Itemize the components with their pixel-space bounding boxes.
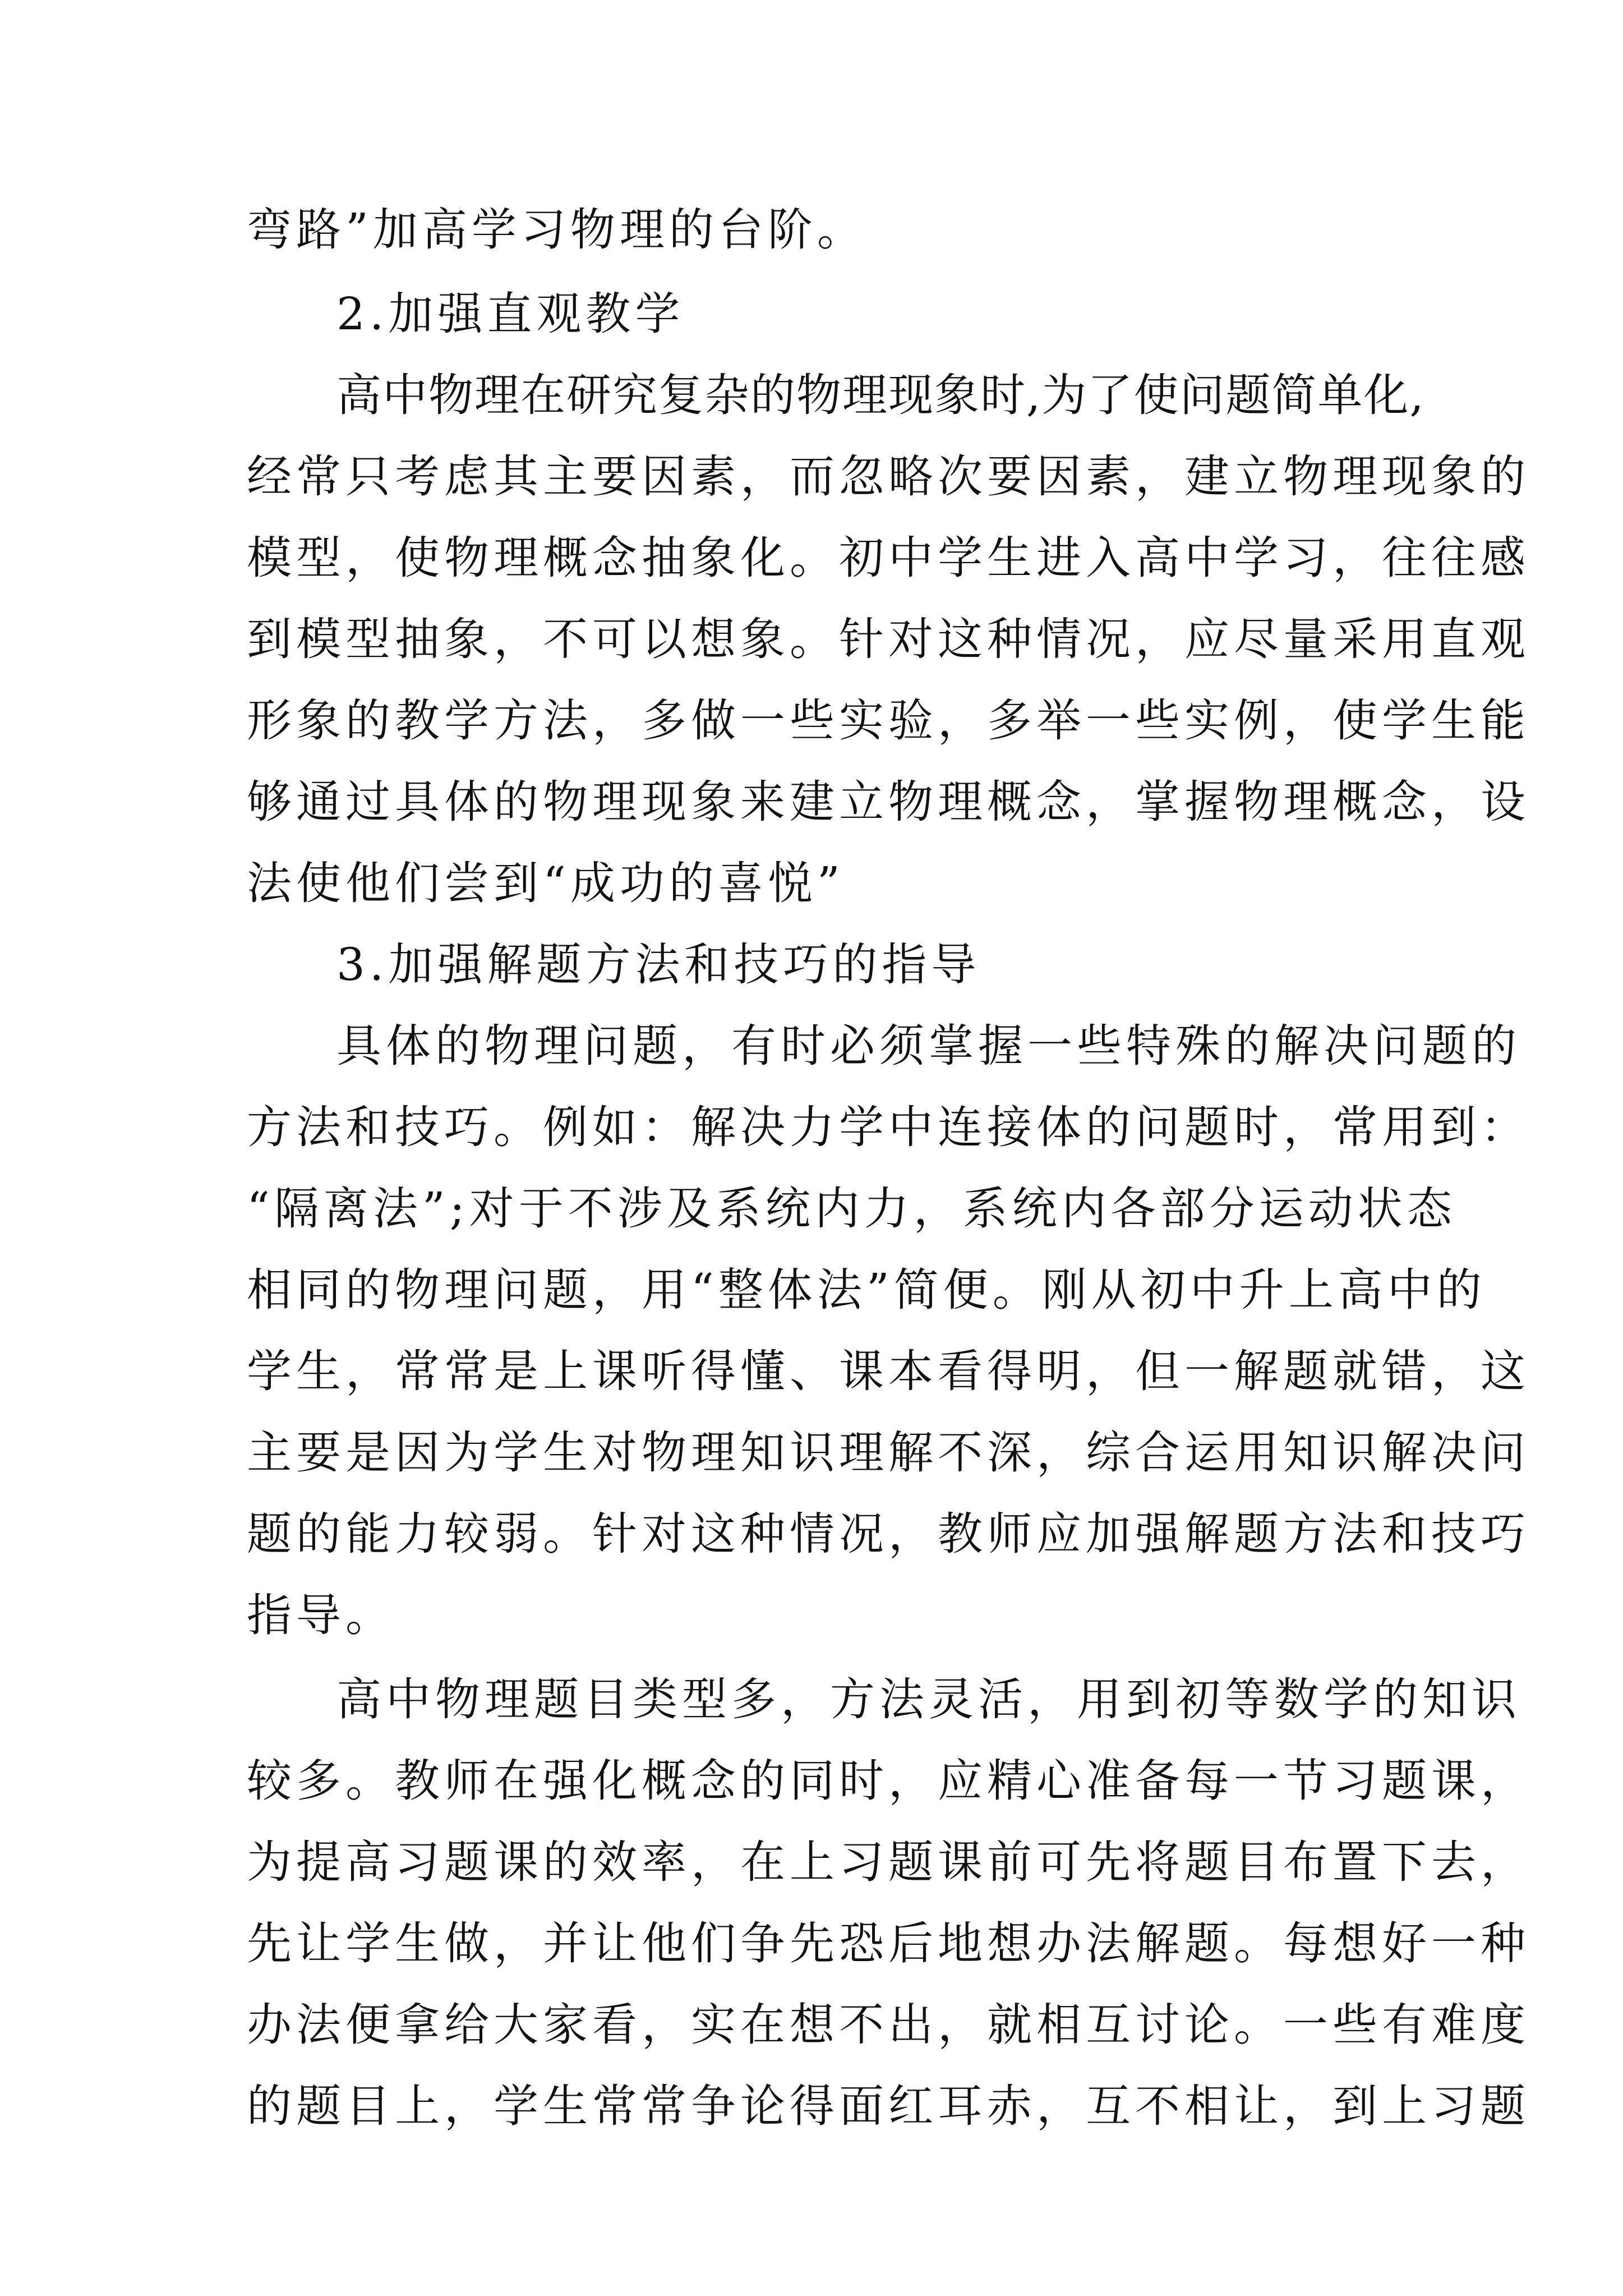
text-line: “隔离法”;对于不涉及系统内力，系统内各部分运动状态 [247, 1182, 1456, 1235]
text-line: 到模型抽象，不可以想象。针对这种情况，应尽量采用直观 [247, 613, 1530, 665]
text-line: 办法便拿给大家看，实在想不出，就相互讨论。一些有难度 [247, 1999, 1530, 2051]
text-line: 法使他们尝到“成功的喜悦” [247, 857, 845, 909]
text-line: 指导。 [247, 1589, 395, 1641]
text-line: 具体的物理问题，有时必须掌握一些特殊的解决问题的 [336, 1020, 1521, 1072]
text-line: 弯路”加高学习物理的台阶。 [247, 204, 866, 256]
text-line: 高中物理在研究复杂的物理现象时,为了使问题简单化, [336, 369, 1425, 421]
text-line: 够通过具体的物理现象来建立物理概念，掌握物理概念，设 [247, 776, 1530, 828]
text-line: 主要是因为学生对物理知识理解不深，综合运用知识解决问 [247, 1427, 1530, 1479]
text-line: 学生，常常是上课听得懂、课本看得明，但一解题就错，这 [247, 1345, 1530, 1397]
section-heading: 3.加强解题方法和技巧的指导 [336, 938, 981, 991]
text-line: 题的能力较弱。针对这种情况，教师应加强解题方法和技巧 [247, 1508, 1530, 1560]
text-line: 先让学生做，并让他们争先恐后地想办法解题。每想好一种 [247, 1917, 1530, 1970]
text-line: 形象的教学方法，多做一些实验，多举一些实例，使学生能 [247, 694, 1530, 747]
text-line: 模型，使物理概念抽象化。初中学生进入高中学习，往往感 [247, 532, 1530, 584]
text-line: 经常只考虑其主要因素，而忽略次要因素，建立物理现象的 [247, 450, 1530, 503]
text-line: 相同的物理问题，用“整体法”简便。刚从初中升上高中的 [247, 1264, 1486, 1316]
text-line: 较多。教师在强化概念的同时，应精心准备每一节习题课， [247, 1755, 1530, 1807]
text-line: 为提高习题课的效率，在上习题课前可先将题目布置下去， [247, 1836, 1530, 1888]
section-heading: 2.加强直观教学 [336, 288, 685, 340]
text-line: 方法和技巧。例如：解决力学中连接体的问题时，常用到： [247, 1101, 1530, 1153]
text-line: 高中物理题目类型多，方法灵活，用到初等数学的知识 [336, 1673, 1521, 1726]
text-line: 的题目上，学生常常争论得面红耳赤，互不相让，到上习题 [247, 2080, 1530, 2132]
